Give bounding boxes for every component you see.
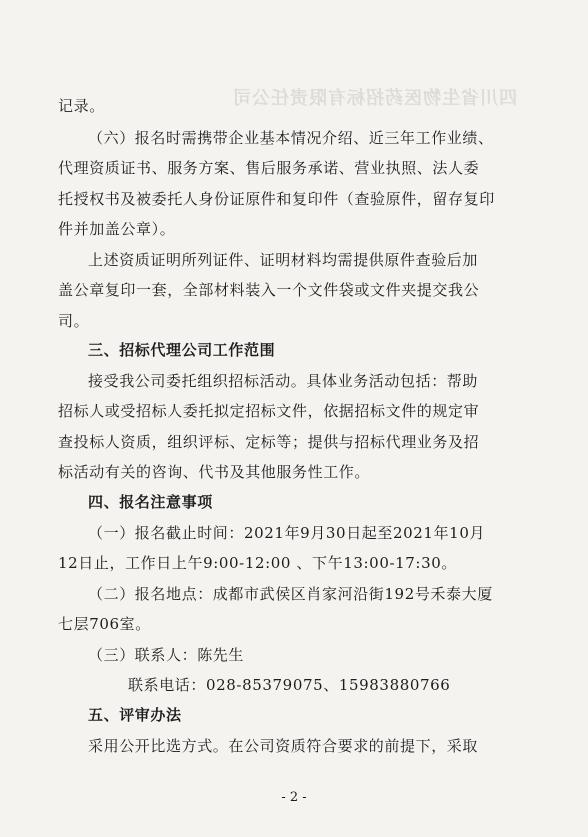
section-heading-5: 五、评审办法 [88, 706, 182, 724]
bleed-through-title: 四川省生物医药招标有限责任公司 [232, 88, 517, 109]
text-line-7: 盖公章复印一套，全部材料装入一个文件袋或文件夹提交我公 [58, 281, 480, 299]
page-number: - 2 - [281, 790, 307, 805]
text-line-18: 七层706室。 [58, 615, 151, 633]
text-line-17: （二）报名地点：成都市武侯区肖家河沿街192号禾泰大厦 [88, 585, 493, 603]
section-heading-3: 三、招标代理公司工作范围 [88, 341, 276, 359]
text-line-10: 接受我公司委托组织招标活动。具体业务活动包括：帮助 [88, 372, 479, 390]
text-line-22: 采用公开比选方式。在公司资质符合要求的前提下，采取 [88, 737, 479, 755]
text-line-6: 上述资质证明所列证件、证明材料均需提供原件查验后加 [88, 251, 479, 269]
text-line-2: （六）报名时需携带企业基本情况介绍、近三年工作业绩、 [88, 129, 494, 147]
contact-phone-line: 联系电话：028-85379075、15983880766 [128, 676, 451, 694]
text-line-5: 件并加盖公章）。 [58, 220, 176, 238]
text-line-15: （一）报名截止时间：2021年9月30日起至2021年10月 [88, 524, 486, 542]
section-heading-4: 四、报名注意事项 [88, 493, 213, 511]
text-line-8: 司。 [58, 312, 90, 330]
text-line-11: 招标人或受招标人委托拟定招标文件，依据招标文件的规定审 [58, 402, 480, 420]
text-line-19: （三）联系人：陈先生 [88, 646, 245, 664]
text-line-4: 托授权书及被委托人身份证原件和复印件（查验原件，留存复印 [58, 190, 495, 208]
text-line-16: 12日止，工作日上午9:00-12:00 、下午13:00-17:30。 [58, 554, 457, 572]
text-line-3: 代理资质证书、服务方案、售后服务承诺、营业执照、法人委 [58, 159, 480, 177]
text-line-1: 记录。 [58, 97, 105, 115]
text-line-13: 标活动有关的咨询、代书及其他服务性工作。 [58, 463, 371, 481]
text-line-12: 查投标人资质，组织评标、定标等；提供与招标代理业务及招 [58, 433, 480, 451]
